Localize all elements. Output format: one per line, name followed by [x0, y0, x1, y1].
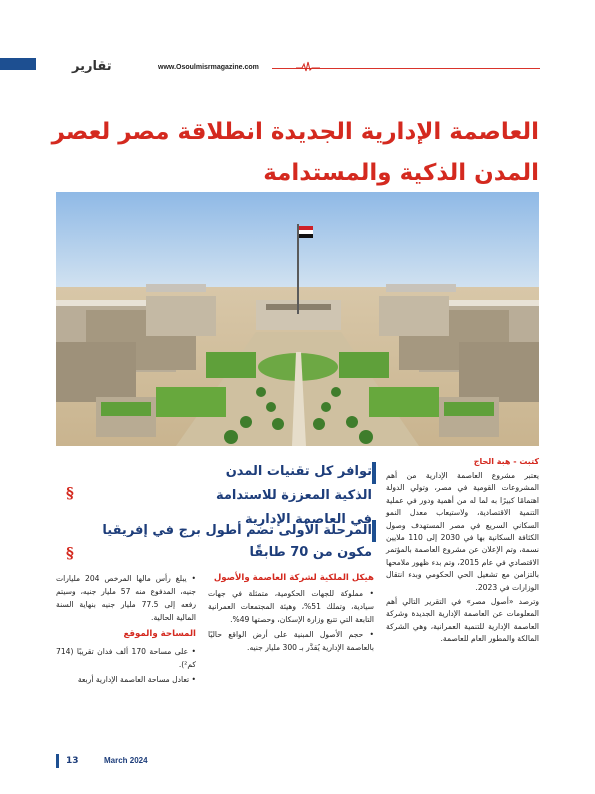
- intro-paragraph: يعتبر مشروع العاصمة الإدارية من أهم المشروعات القومية في مصر، وتولي الدولة اهتمامًا كبيرًا به لما له من أهمية ودور في عملية التنمية الاقتصادية، ولاستيعاب معدل النمو السكاني السريع في مصر المستهدف وصول الكثافة السكانية بها في 2030 إلى 110 ملايين نسمة، وتم الإعلان عن مشروع العاصمة بالمؤتمر الاقتصادي في عام 2015، وتم بدء ظهور ملامحها بالتزامن مع تشغيل الحي الحكومي وبدء انتقال الوزارات في 2023.: [386, 471, 539, 592]
- heartbeat-icon: [296, 61, 320, 73]
- page-number: 13: [66, 756, 79, 766]
- ownership-heading: هيكل الملكية لشركة العاصمة والأصول: [213, 573, 374, 583]
- header-accent-bar: [0, 58, 36, 70]
- magazine-s-icon: §: [66, 484, 74, 502]
- author-byline: كتبت - هبة الحاج: [473, 457, 539, 466]
- article-title: العاصمة الإدارية الجديدة انطلاقة مصر لعصر المدن الذكية والمستدامة: [51, 119, 539, 186]
- area-heading: المساحة والموقع: [123, 629, 196, 639]
- footer-accent-bar: [56, 754, 59, 768]
- highlight-bar: [372, 462, 376, 484]
- intro-paragraph: وترصد «أصول مصر» في التقرير التالي أهم المعلومات عن العاصمة الإدارية الجديدة وشركة العاصمة الإدارية للتنمية العمرانية، وهي الشركة المالكة والمطور العام للعاصمة.: [386, 597, 539, 644]
- ownership-item: • حجم الأصول المبنية على أرض الواقع حاليًا بالعاصمة الإدارية يُقدَّر بـ 300 مليار جنيه.: [208, 630, 374, 652]
- highlight-bar: [372, 520, 376, 542]
- magazine-url[interactable]: www.Osoulmisrmagazine.com: [158, 64, 259, 71]
- area-item: • تعادل مساحة العاصمة الإدارية أربعة: [77, 675, 196, 684]
- capital-text: • يبلغ رأس مالها المرخص 204 مليارات جنيه، المدفوع منه 57 مليار جنيه، وسيتم رفعه إلى 77.5 مليار جنيه بنهاية السنة المالية الحالية.: [56, 574, 196, 622]
- section-label: تقارير: [72, 59, 112, 74]
- highlight-smart-cities: توافر كل تقنيات المدن الذكية المعززة للاستدامة في العاصمة الإدارية: [215, 464, 372, 527]
- capital-aerial-photo: [56, 192, 539, 446]
- magazine-s-icon: §: [66, 544, 74, 562]
- ownership-column: [208, 572, 374, 656]
- highlight-tallest-tower: المرحلة الأولى تضم أطول برج في إفريقيا مكون من 70 طابقًا: [102, 523, 372, 560]
- capital-column: [56, 572, 196, 688]
- issue-date: March 2024: [104, 756, 148, 765]
- area-item: • على مساحة 170 ألف فدان تقريبًا (714 كم²).: [56, 647, 196, 669]
- ownership-item: • مملوكة للجهات الحكومية، متمثلة في جهات سيادية، وتملك 51%، وهيئة المجتمعات العمرانية التابعة التي تتبع وزارة الإسكان، وحصتها 49%.: [208, 589, 374, 624]
- intro-column: [386, 470, 539, 648]
